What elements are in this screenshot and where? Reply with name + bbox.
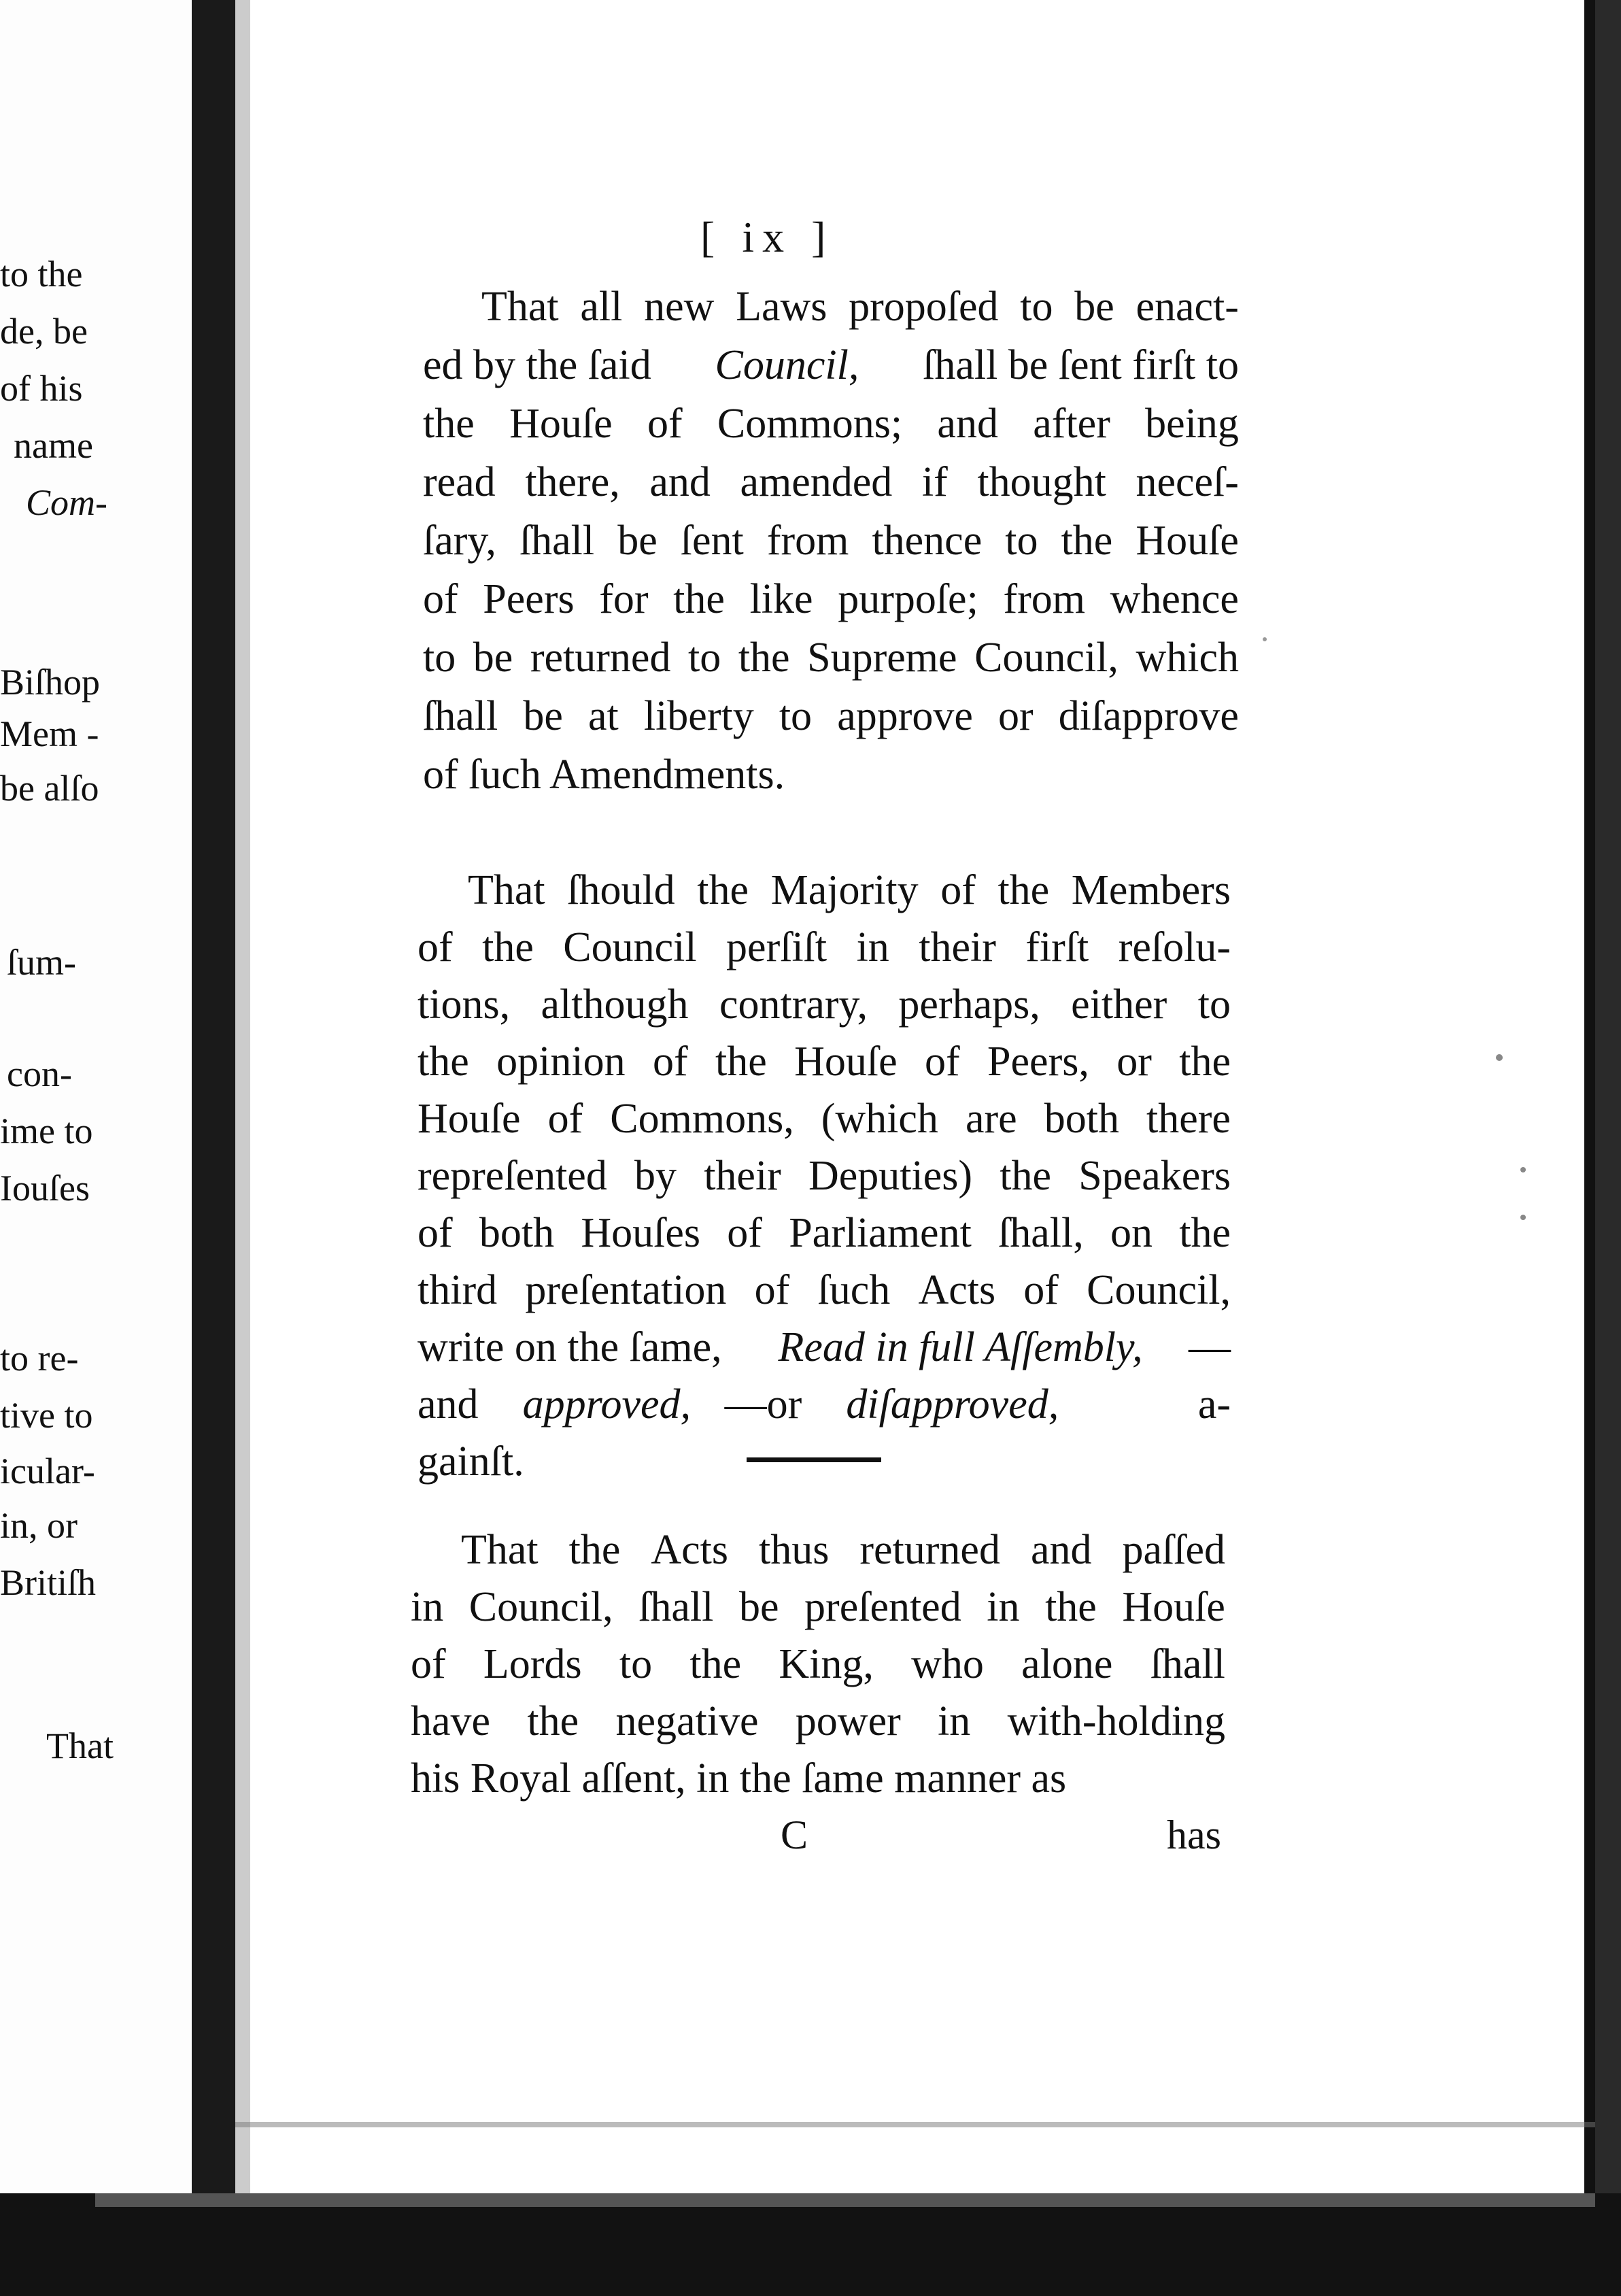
text-line (417, 983, 1231, 1026)
text-word: thought (977, 459, 1106, 505)
gutter-shadow (192, 0, 235, 2296)
text-word: the (1045, 1584, 1097, 1630)
text-segment: — (1189, 1324, 1231, 1370)
text-word: perſiſt (726, 924, 827, 970)
text-line (417, 1098, 1231, 1140)
text-word: returned (859, 1527, 1000, 1573)
text-word: Houſe (509, 401, 613, 447)
text-segment: —or (724, 1381, 813, 1428)
facing-line: in, or (0, 1505, 78, 1546)
text-segment: his Royal aſſent, in the ſame manner as (411, 1755, 1067, 1802)
text-word: ſhall, (998, 1210, 1084, 1256)
text-word: ſhall (519, 518, 595, 564)
text-word: contrary, (719, 981, 868, 1028)
text-word: and (649, 459, 711, 505)
text-word: new (644, 284, 715, 330)
facing-line: Mem - (0, 713, 99, 754)
text-word: on (1110, 1210, 1153, 1256)
text-line (423, 344, 1239, 386)
text-word: in (411, 1584, 444, 1630)
text-word: with-holding (1007, 1698, 1225, 1744)
text-line (423, 520, 1239, 562)
text-word: of (754, 1267, 790, 1313)
text-line (411, 1757, 1066, 1800)
text-word: Commons; (717, 401, 903, 447)
text-word: That (468, 867, 545, 913)
text-word: the (1179, 1039, 1231, 1085)
text-word: be (617, 518, 658, 564)
text-word: the (423, 401, 475, 447)
text-word: enact- (1136, 284, 1239, 330)
text-word: and (937, 401, 998, 447)
text-word: Houſe (1136, 518, 1239, 564)
text-word: of (411, 1641, 446, 1687)
text-word: although (541, 981, 689, 1028)
text-word: Council, (1087, 1267, 1231, 1313)
text-word: That (461, 1527, 539, 1573)
text-word: after (1033, 401, 1110, 447)
text-word: alone (1021, 1641, 1113, 1687)
text-word: Council, (974, 635, 1119, 681)
text-word: repreſented (417, 1153, 607, 1199)
text-line (417, 1440, 524, 1483)
text-word: Houſe (794, 1039, 898, 1085)
text-word: the (673, 576, 725, 622)
text-word: from (1003, 576, 1085, 622)
text-word: to (423, 635, 456, 681)
text-word: Council, (468, 1584, 613, 1630)
text-word: have (411, 1698, 491, 1744)
text-word: their (919, 924, 996, 970)
text-word: be (1074, 284, 1114, 330)
text-word: Acts (918, 1267, 996, 1313)
text-word: the (715, 1039, 767, 1085)
text-word: the (527, 1698, 579, 1744)
text-segment: ed by the ſaid (423, 342, 662, 388)
text-line (481, 286, 1239, 328)
text-word: in (856, 924, 889, 970)
facing-line: to re- (0, 1338, 79, 1379)
text-word: Houſe (1122, 1584, 1225, 1630)
text-word: third (417, 1267, 498, 1313)
text-line (417, 1381, 1231, 1428)
facing-line: of his (0, 368, 83, 409)
text-word: or (998, 693, 1034, 739)
text-word: Deputies) (808, 1153, 973, 1199)
text-line (417, 1269, 1231, 1311)
text-word: perhaps, (898, 981, 1040, 1028)
text-line (417, 1212, 1231, 1254)
text-word: Parliament (789, 1210, 972, 1256)
page-number-header: [ ix ] (700, 213, 834, 261)
text-word: whence (1110, 576, 1239, 622)
text-segment: gainſt. (417, 1438, 524, 1485)
text-word: of (417, 1210, 453, 1256)
text-line (461, 1529, 1225, 1571)
text-word: to (1197, 981, 1231, 1028)
text-word: Members (1071, 867, 1231, 913)
text-line (468, 869, 1231, 911)
text-line (417, 1326, 1231, 1368)
text-word: the (738, 635, 790, 681)
text-word: Houſes (581, 1210, 701, 1256)
text-word: thence (872, 518, 983, 564)
text-word: being (1145, 401, 1239, 447)
text-word: ſhall (638, 1584, 714, 1630)
text-word: Acts (651, 1527, 729, 1573)
text-word: the (997, 867, 1050, 913)
text-word: approve (837, 693, 973, 739)
text-word: returned (530, 635, 671, 681)
text-word: Council (563, 924, 697, 970)
text-segment: a- (1092, 1381, 1231, 1428)
text-word: ſhall (1150, 1641, 1225, 1687)
text-line (423, 403, 1239, 445)
text-word: the (417, 1039, 469, 1085)
text-word: and (1030, 1527, 1092, 1573)
text-word: liberty (643, 693, 754, 739)
text-segment: ſhall be ſent firſt to (912, 342, 1239, 388)
text-word: ſary, (423, 518, 496, 564)
text-word: the (482, 924, 534, 970)
catchword: has (1167, 1812, 1221, 1857)
facing-line: de, be (0, 311, 88, 352)
text-word: reſolu- (1118, 924, 1231, 970)
text-line (423, 754, 785, 796)
text-word: purpoſe; (838, 576, 978, 622)
text-word: tions, (417, 981, 511, 1028)
text-word: to (1005, 518, 1038, 564)
text-word: the (1061, 518, 1113, 564)
text-segment: approved, (522, 1381, 692, 1428)
text-word: thus (759, 1527, 830, 1573)
text-word: Peers (483, 576, 575, 622)
text-line (417, 1155, 1231, 1197)
text-word: preſented (804, 1584, 961, 1630)
text-line (423, 695, 1239, 737)
text-word: there (1146, 1096, 1231, 1142)
text-word: read (423, 459, 496, 505)
text-word: diſapprove (1058, 693, 1239, 739)
facing-line: icular- (0, 1451, 95, 1491)
text-line (423, 461, 1239, 503)
facing-line: be alſo (0, 768, 99, 809)
facing-line: tive to (0, 1395, 93, 1436)
text-word: of (647, 401, 683, 447)
text-word: of (1023, 1267, 1059, 1313)
facing-line: Biſhop (0, 662, 101, 703)
text-word: That (481, 284, 559, 330)
text-word: from (766, 518, 849, 564)
text-line (423, 637, 1239, 679)
text-word: amended (740, 459, 893, 505)
text-word: like (749, 576, 813, 622)
text-line (411, 1700, 1225, 1742)
text-word: of (423, 576, 458, 622)
text-word: or (1116, 1039, 1152, 1085)
text-word: King, (779, 1641, 874, 1687)
text-word: Supreme (807, 635, 957, 681)
text-word: be (473, 635, 513, 681)
text-word: (which (821, 1096, 938, 1142)
text-word: of (940, 867, 976, 913)
facing-line: That (46, 1725, 114, 1766)
facing-line: name (14, 425, 93, 466)
text-word: of (652, 1039, 688, 1085)
text-word: both (479, 1210, 555, 1256)
text-word: of (417, 924, 453, 970)
facing-line: con- (7, 1053, 72, 1094)
text-segment: Council, (715, 342, 859, 388)
text-word: who (911, 1641, 984, 1687)
text-word: to (1020, 284, 1053, 330)
text-word: the (689, 1641, 742, 1687)
text-word: in (987, 1584, 1020, 1630)
text-segment: of ſuch Amendments. (423, 752, 785, 798)
text-word: firſt (1025, 924, 1089, 970)
text-word: the (568, 1527, 621, 1573)
text-word: negative (615, 1698, 759, 1744)
facing-line: ime to (0, 1111, 93, 1151)
text-line (423, 578, 1239, 620)
text-word: which (1136, 635, 1239, 681)
text-word: there, (525, 459, 620, 505)
text-word: Peers, (987, 1039, 1089, 1085)
text-word: propoſed (849, 284, 999, 330)
text-word: the (1179, 1210, 1231, 1256)
text-word: opinion (496, 1039, 626, 1085)
text-word: for (599, 576, 649, 622)
text-word: Lords (483, 1641, 582, 1687)
facing-line: to the (0, 254, 83, 294)
facing-line: Iouſes (0, 1168, 90, 1209)
text-word: to (779, 693, 813, 739)
facing-line: Britiſh (0, 1562, 97, 1603)
text-segment: Read in full Aſſembly, (778, 1324, 1143, 1370)
facing-line: ſum- (7, 942, 76, 983)
text-word: if (921, 459, 948, 505)
text-word: by (634, 1153, 677, 1199)
text-line (411, 1643, 1225, 1685)
text-word: of (925, 1039, 960, 1085)
text-word: ſent (680, 518, 744, 564)
text-word: their (704, 1153, 781, 1199)
text-word: be (738, 1584, 779, 1630)
text-word: Houſe (417, 1096, 521, 1142)
text-word: of (547, 1096, 583, 1142)
text-word: ſhould (567, 867, 675, 913)
text-word: both (1044, 1096, 1119, 1142)
text-word: be (523, 693, 563, 739)
text-word: ſuch (817, 1267, 891, 1313)
text-line (411, 1586, 1225, 1628)
text-word: preſentation (525, 1267, 727, 1313)
text-word: of (727, 1210, 762, 1256)
text-segment: and (417, 1381, 490, 1428)
signature-mark: C (781, 1812, 808, 1857)
text-word: all (580, 284, 623, 330)
text-word: either (1071, 981, 1167, 1028)
text-word: paſſed (1122, 1527, 1225, 1573)
text-word: Laws (736, 284, 827, 330)
text-segment: write on the ſame, (417, 1324, 733, 1370)
text-word: to (619, 1641, 653, 1687)
facing-line: Com- (26, 482, 107, 523)
text-word: the (697, 867, 749, 913)
text-segment: diſapproved, (846, 1381, 1059, 1428)
text-word: are (965, 1096, 1017, 1142)
text-word: Speakers (1078, 1153, 1231, 1199)
text-word: Majority (770, 867, 919, 913)
text-word: neceſ- (1136, 459, 1239, 505)
text-line (417, 926, 1231, 968)
text-word: ſhall (423, 693, 498, 739)
text-word: the (1000, 1153, 1051, 1199)
text-word: to (688, 635, 721, 681)
text-word: in (938, 1698, 971, 1744)
text-word: at (587, 693, 619, 739)
section-rule (747, 1457, 881, 1462)
text-word: power (795, 1698, 901, 1744)
text-line (417, 1041, 1231, 1083)
text-word: Commons, (610, 1096, 794, 1142)
